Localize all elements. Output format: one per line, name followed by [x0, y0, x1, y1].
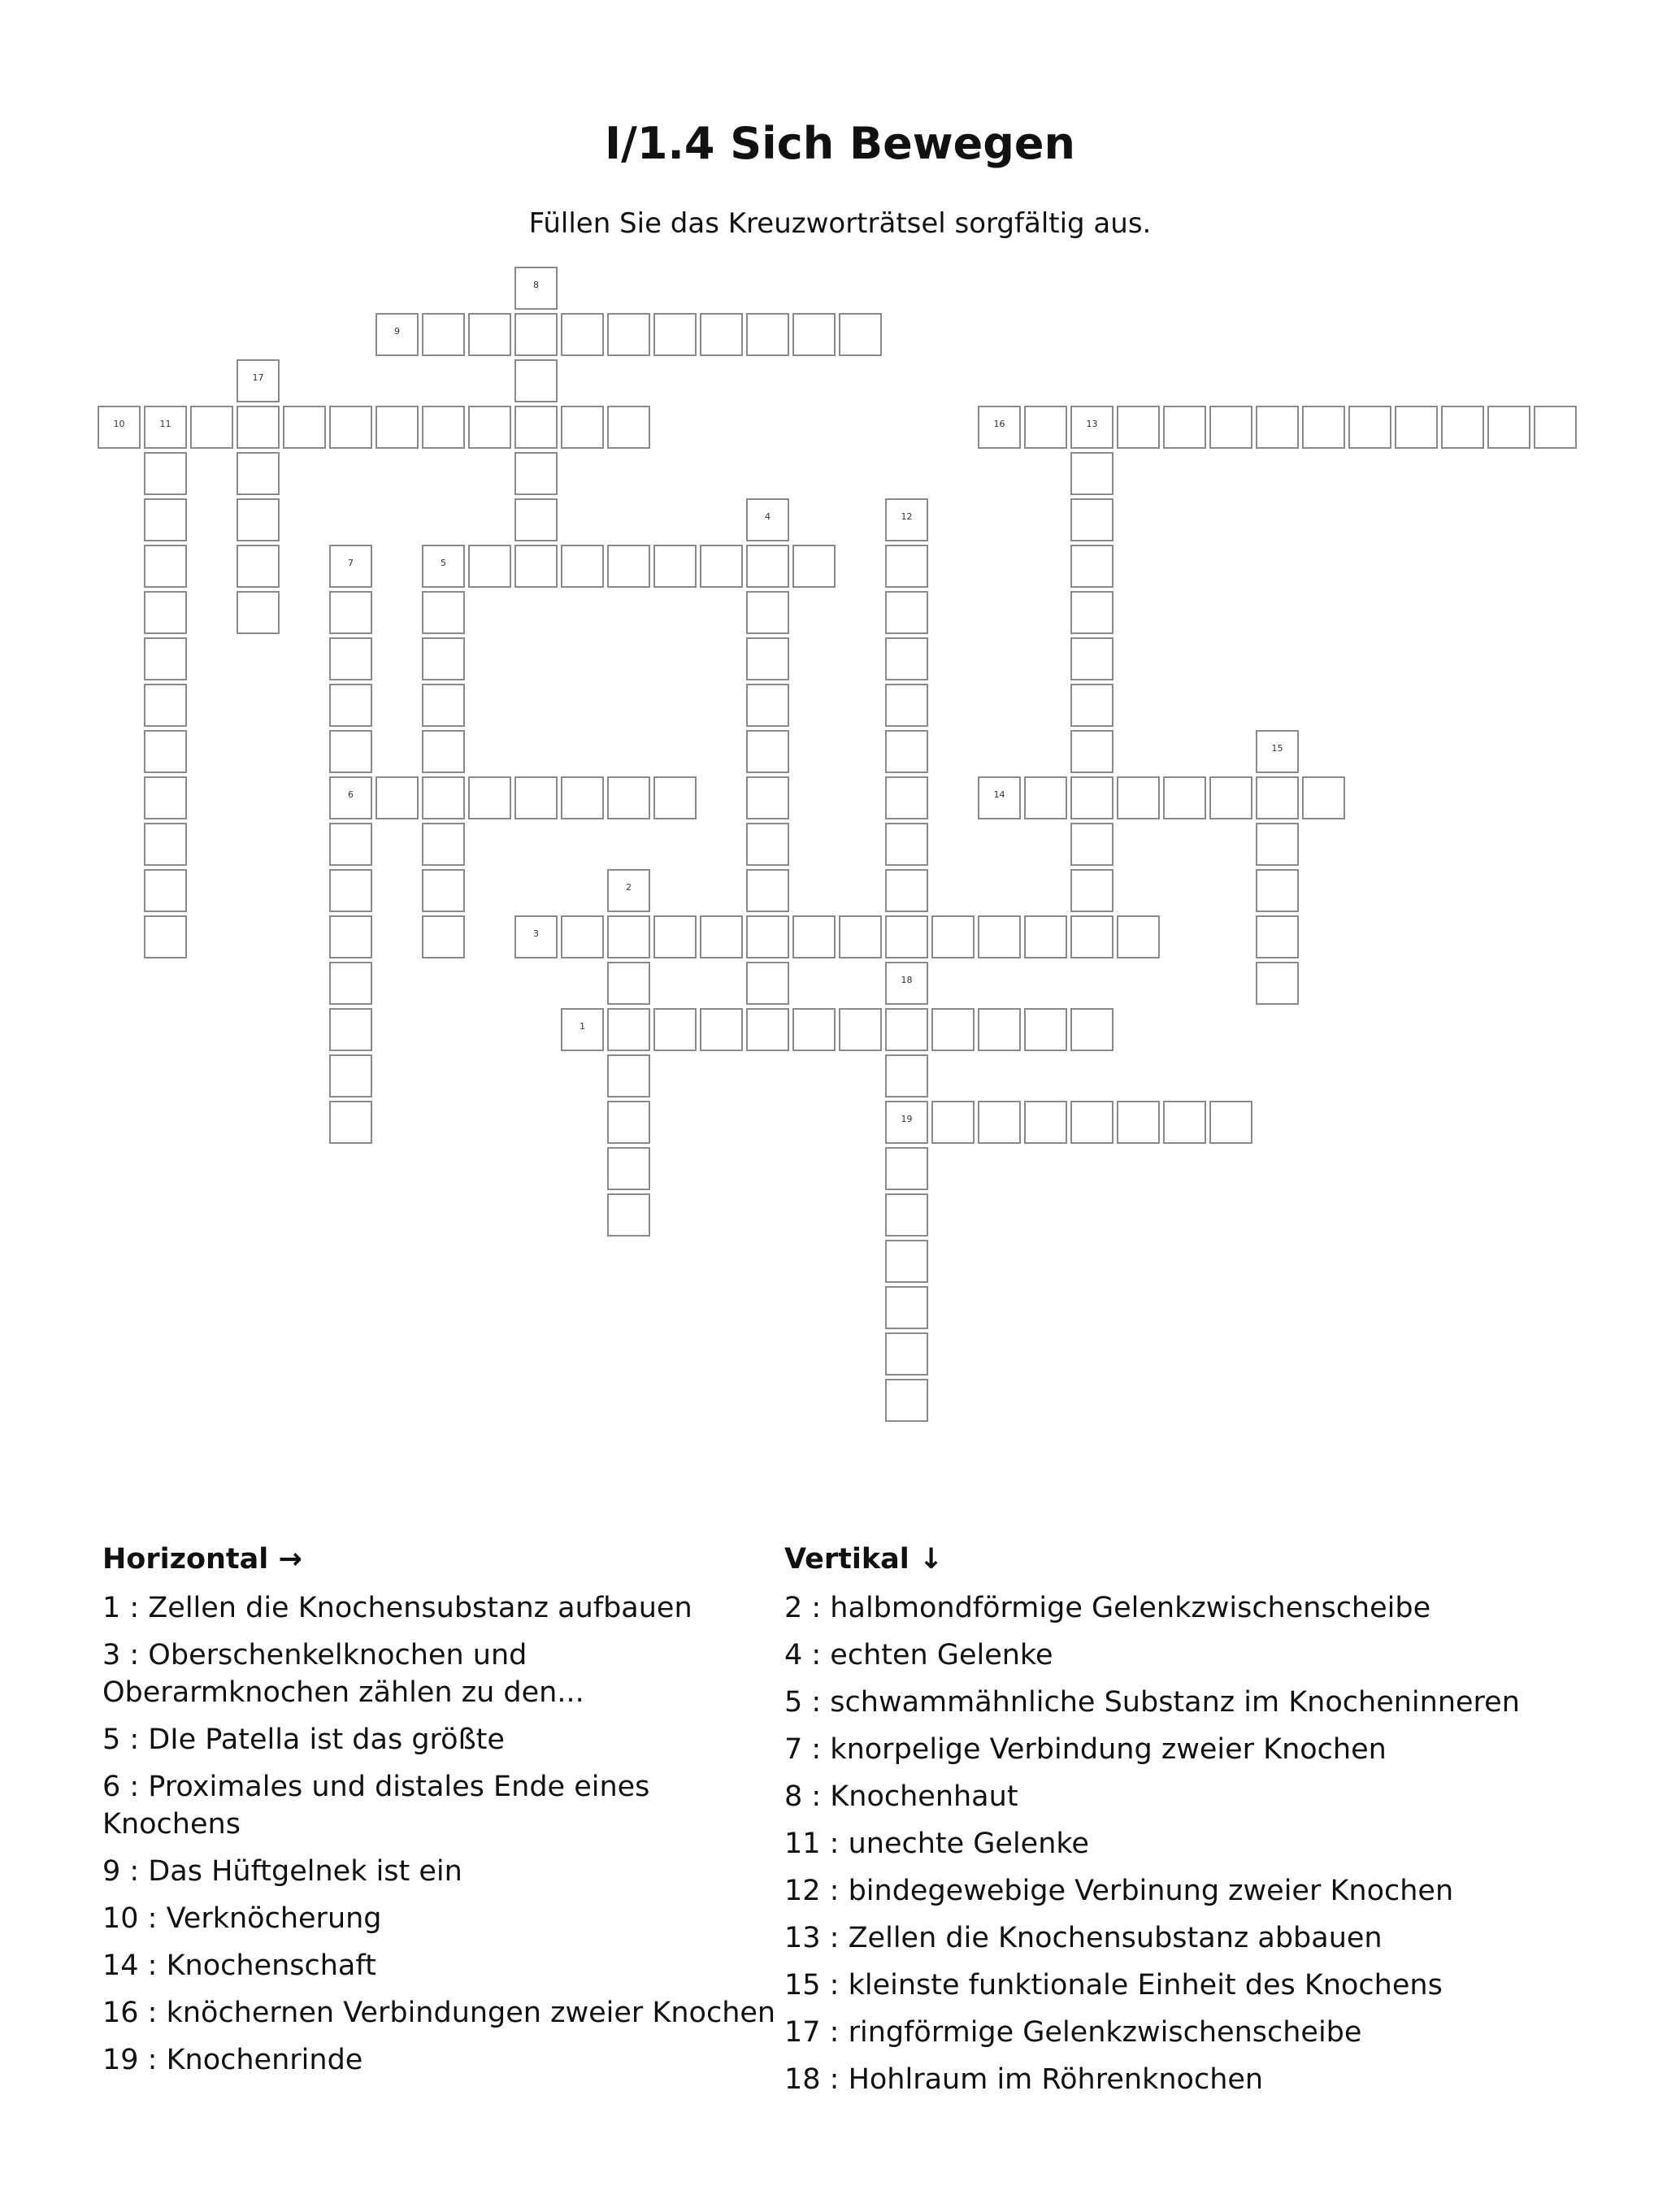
crossword-cell[interactable] — [746, 730, 789, 773]
cell-number: 1 — [580, 1021, 585, 1032]
crossword-cell[interactable] — [283, 406, 326, 449]
crossword-cell[interactable] — [885, 1147, 928, 1190]
crossword-cell[interactable] — [237, 545, 280, 588]
crossword-cell[interactable] — [422, 545, 465, 588]
crossword-cell[interactable] — [329, 1008, 372, 1051]
crossword-cell[interactable] — [329, 962, 372, 1005]
crossword-cell[interactable] — [1487, 406, 1530, 449]
page-title: I/1.4 Sich Bewegen — [605, 118, 1075, 169]
crossword-cell[interactable] — [376, 776, 419, 819]
crossword-cell[interactable] — [746, 776, 789, 819]
crossword-cell[interactable] — [422, 591, 465, 634]
crossword-cell[interactable] — [978, 406, 1021, 449]
crossword-cell[interactable] — [746, 637, 789, 680]
crossword-cell[interactable] — [144, 869, 187, 912]
crossword-cell[interactable] — [514, 267, 558, 310]
instructions: Füllen Sie das Kreuzworträtsel sorgfältig aus. — [528, 207, 1152, 240]
crossword-cell[interactable] — [237, 406, 280, 449]
clue-down: 11 : unechte Gelenke — [784, 1828, 1089, 1860]
cell-number: 8 — [533, 280, 539, 290]
crossword-cell[interactable] — [746, 823, 789, 866]
crossword-cell[interactable] — [839, 313, 882, 356]
crossword-cell[interactable] — [885, 1008, 928, 1051]
crossword-cell[interactable] — [468, 406, 511, 449]
crossword-cell[interactable] — [1070, 730, 1113, 773]
cell-number: 13 — [1086, 419, 1098, 429]
crossword-cell[interactable] — [561, 915, 604, 958]
crossword-cell[interactable] — [885, 776, 928, 819]
crossword-cell[interactable] — [329, 545, 372, 588]
clue-down: 2 : halbmondförmige Gelenkzwischenscheibe — [784, 1592, 1431, 1624]
crossword-cell[interactable] — [1117, 1101, 1160, 1144]
clue-across: 16 : knöchernen Verbindungen zweier Knochen — [102, 1997, 776, 2029]
clue-across: 5 : DIe Patella ist das größte — [102, 1723, 505, 1756]
clue-across: 6 : Proximales und distales Ende eines Knochens — [102, 1771, 650, 1841]
crossword-cell[interactable] — [700, 1008, 743, 1051]
crossword-cell[interactable] — [607, 1193, 650, 1237]
crossword-cell[interactable] — [1256, 915, 1299, 958]
crossword-cell[interactable] — [1070, 406, 1113, 449]
cell-number: 14 — [993, 789, 1005, 800]
crossword-cell[interactable] — [792, 915, 836, 958]
crossword-cell[interactable] — [885, 915, 928, 958]
crossword-cell[interactable] — [1070, 591, 1113, 634]
crossword-cell[interactable] — [1070, 915, 1113, 958]
clue-down: 7 : knorpelige Verbindung zweier Knochen — [784, 1733, 1387, 1766]
crossword-cell[interactable] — [746, 684, 789, 727]
crossword-cell[interactable] — [329, 591, 372, 634]
crossword-cell[interactable] — [839, 1008, 882, 1051]
crossword-cell[interactable] — [144, 684, 187, 727]
cell-number: 10 — [113, 419, 125, 429]
crossword-cell[interactable] — [561, 1008, 604, 1051]
cell-number: 9 — [394, 326, 400, 337]
crossword-cell[interactable] — [885, 1240, 928, 1283]
crossword-cell[interactable] — [329, 406, 372, 449]
cell-number: 3 — [533, 928, 539, 939]
crossword-cell[interactable] — [885, 869, 928, 912]
crossword-cell[interactable] — [885, 1286, 928, 1329]
crossword-cell[interactable] — [144, 915, 187, 958]
crossword-cell[interactable] — [1117, 776, 1160, 819]
cell-number: 11 — [159, 419, 171, 429]
crossword-cell[interactable] — [746, 962, 789, 1005]
crossword-cell[interactable] — [237, 498, 280, 541]
crossword-cell[interactable] — [607, 545, 650, 588]
crossword-cell[interactable] — [885, 823, 928, 866]
crossword-cell[interactable] — [1209, 776, 1252, 819]
crossword-cell[interactable] — [376, 406, 419, 449]
crossword-cell[interactable] — [885, 591, 928, 634]
crossword-cell[interactable] — [1024, 776, 1067, 819]
crossword-cell[interactable] — [931, 915, 975, 958]
crossword-cell[interactable] — [144, 637, 187, 680]
crossword-cell[interactable] — [514, 915, 558, 958]
clue-down: 13 : Zellen die Knochensubstanz abbauen — [784, 1922, 1383, 1954]
crossword-cell[interactable] — [1163, 776, 1206, 819]
crossword-cell[interactable] — [1117, 406, 1160, 449]
crossword-cell[interactable] — [607, 1008, 650, 1051]
clue-across: 1 : Zellen die Knochensubstanz aufbauen — [102, 1592, 692, 1624]
crossword-cell[interactable] — [1256, 776, 1299, 819]
crossword-cell[interactable] — [1070, 452, 1113, 495]
crossword-cell[interactable] — [978, 1008, 1021, 1051]
crossword-cell[interactable] — [1348, 406, 1391, 449]
cell-number: 4 — [765, 511, 771, 522]
crossword-cell[interactable] — [931, 1008, 975, 1051]
crossword-cell[interactable] — [1070, 869, 1113, 912]
crossword-cell[interactable] — [422, 684, 465, 727]
crossword-cell[interactable] — [1070, 684, 1113, 727]
crossword-cell[interactable] — [468, 545, 511, 588]
crossword-cell[interactable] — [607, 776, 650, 819]
cell-number: 17 — [252, 372, 264, 383]
crossword-cell[interactable] — [885, 1193, 928, 1237]
crossword-cell[interactable] — [329, 1054, 372, 1098]
clue-across: 3 : Oberschenkelknochen und Oberarmknochen zählen zu den... — [102, 1639, 584, 1709]
crossword-cell[interactable] — [700, 915, 743, 958]
crossword-cell[interactable] — [514, 359, 558, 402]
crossword-cell[interactable] — [746, 915, 789, 958]
crossword-cell[interactable] — [237, 591, 280, 634]
cell-number: 16 — [993, 419, 1005, 429]
crossword-cell[interactable] — [422, 776, 465, 819]
clue-across: 14 : Knochenschaft — [102, 1949, 376, 1982]
crossword-cell[interactable] — [792, 1008, 836, 1051]
crossword-cell[interactable] — [607, 1147, 650, 1190]
crossword-cell[interactable] — [885, 962, 928, 1005]
clue-down: 17 : ringförmige Gelenkzwischenscheibe — [784, 2016, 1362, 2049]
crossword-cell[interactable] — [1163, 1101, 1206, 1144]
crossword-cell[interactable] — [144, 591, 187, 634]
crossword-cell[interactable] — [746, 869, 789, 912]
crossword-cell[interactable] — [561, 545, 604, 588]
crossword-cell[interactable] — [1024, 915, 1067, 958]
crossword-cell[interactable] — [422, 313, 465, 356]
crossword-cell[interactable] — [144, 452, 187, 495]
crossword-cell[interactable] — [746, 498, 789, 541]
crossword-cell[interactable] — [1395, 406, 1438, 449]
crossword-cell[interactable] — [607, 406, 650, 449]
crossword-cell[interactable] — [746, 545, 789, 588]
crossword-cell[interactable] — [607, 313, 650, 356]
crossword-cell[interactable] — [329, 730, 372, 773]
crossword-cell[interactable] — [561, 313, 604, 356]
crossword-cell[interactable] — [885, 498, 928, 541]
crossword-cell[interactable] — [561, 776, 604, 819]
crossword-cell[interactable] — [514, 545, 558, 588]
crossword-cell[interactable] — [1024, 1101, 1067, 1144]
crossword-cell[interactable] — [514, 776, 558, 819]
crossword-cell[interactable] — [885, 684, 928, 727]
cell-number: 19 — [901, 1114, 913, 1124]
crossword-cell[interactable] — [1070, 823, 1113, 866]
crossword-cell[interactable] — [376, 313, 419, 356]
cell-number: 7 — [348, 558, 354, 568]
crossword-cell[interactable] — [422, 406, 465, 449]
crossword-cell[interactable] — [468, 776, 511, 819]
crossword-cell[interactable] — [978, 915, 1021, 958]
crossword-cell[interactable] — [1302, 776, 1345, 819]
crossword-cell[interactable] — [468, 313, 511, 356]
crossword-cell[interactable] — [144, 545, 187, 588]
crossword-cell[interactable] — [885, 1101, 928, 1144]
crossword-cell[interactable] — [653, 1008, 697, 1051]
crossword-cell[interactable] — [1024, 406, 1067, 449]
crossword-cell[interactable] — [700, 313, 743, 356]
clue-across: 10 : Verknöcherung — [102, 1902, 382, 1935]
crossword-cell[interactable] — [792, 545, 836, 588]
crossword-cell[interactable] — [329, 637, 372, 680]
cell-number: 2 — [626, 882, 632, 893]
crossword-cell[interactable] — [700, 545, 743, 588]
crossword-cell[interactable] — [329, 1101, 372, 1144]
crossword-cell[interactable] — [1070, 498, 1113, 541]
crossword-cell[interactable] — [329, 915, 372, 958]
crossword-cell[interactable] — [237, 359, 280, 402]
crossword-cell[interactable] — [607, 915, 650, 958]
crossword-cell[interactable] — [514, 452, 558, 495]
crossword-cell[interactable] — [1070, 1101, 1113, 1144]
crossword-cell[interactable] — [1024, 1008, 1067, 1051]
crossword-cell[interactable] — [653, 915, 697, 958]
crossword-cell[interactable] — [422, 869, 465, 912]
crossword-cell[interactable] — [1209, 406, 1252, 449]
crossword-cell[interactable] — [607, 962, 650, 1005]
crossword-cell[interactable] — [1163, 406, 1206, 449]
crossword-cell[interactable] — [931, 1101, 975, 1144]
crossword-cell[interactable] — [885, 1379, 928, 1422]
crossword-cell[interactable] — [1256, 730, 1299, 773]
crossword-cell[interactable] — [1302, 406, 1345, 449]
crossword-cell[interactable] — [514, 498, 558, 541]
cell-number: 15 — [1271, 743, 1283, 754]
crossword-cell[interactable] — [422, 637, 465, 680]
crossword-cell[interactable] — [144, 406, 187, 449]
crossword-cell[interactable] — [1070, 1008, 1113, 1051]
crossword-cell[interactable] — [329, 823, 372, 866]
crossword-cell[interactable] — [1256, 823, 1299, 866]
crossword-cell[interactable] — [746, 313, 789, 356]
crossword-cell[interactable] — [978, 1101, 1021, 1144]
crossword-cell[interactable] — [885, 545, 928, 588]
crossword-cell[interactable] — [746, 1008, 789, 1051]
crossword-cell[interactable] — [746, 591, 789, 634]
crossword-cell[interactable] — [144, 498, 187, 541]
crossword-cell[interactable] — [1117, 915, 1160, 958]
vertical-clues — [784, 1541, 1597, 2108]
crossword-cell[interactable] — [1534, 406, 1577, 449]
crossword-cell[interactable] — [1441, 406, 1484, 449]
crossword-cell[interactable] — [329, 776, 372, 819]
crossword-cell[interactable] — [792, 313, 836, 356]
crossword-cell[interactable] — [607, 1101, 650, 1144]
crossword-cell[interactable] — [422, 730, 465, 773]
horizontal-heading: Horizontal → — [102, 1543, 302, 1576]
cell-number: 5 — [441, 558, 446, 568]
horizontal-clues — [102, 1541, 777, 2089]
crossword-cell[interactable] — [144, 823, 187, 866]
crossword-cell[interactable] — [237, 452, 280, 495]
crossword-cell[interactable] — [329, 869, 372, 912]
cell-number: 12 — [901, 511, 913, 522]
crossword-cell[interactable] — [653, 313, 697, 356]
crossword-cell[interactable] — [422, 823, 465, 866]
vertical-heading: Vertikal ↓ — [784, 1543, 944, 1576]
clue-across: 19 : Knochenrinde — [102, 2044, 363, 2076]
crossword-cell[interactable] — [144, 776, 187, 819]
crossword-cell[interactable] — [978, 776, 1021, 819]
crossword-cell[interactable] — [1209, 1101, 1252, 1144]
crossword-cell[interactable] — [1256, 962, 1299, 1005]
cell-number: 6 — [348, 789, 354, 800]
crossword-cell[interactable] — [514, 313, 558, 356]
crossword-cell[interactable] — [514, 406, 558, 449]
cell-number: 18 — [901, 975, 913, 985]
crossword-cell[interactable] — [144, 730, 187, 773]
clue-down: 15 : kleinste funktionale Einheit des Knochens — [784, 1969, 1443, 2002]
clue-down: 12 : bindegewebige Verbinung zweier Knochen — [784, 1875, 1454, 1907]
crossword-cell[interactable] — [607, 869, 650, 912]
crossword-cell[interactable] — [422, 915, 465, 958]
crossword-cell[interactable] — [190, 406, 233, 449]
clue-down: 8 : Knochenhaut — [784, 1780, 1018, 1813]
crossword-cell[interactable] — [1070, 637, 1113, 680]
crossword-cell[interactable] — [653, 776, 697, 819]
crossword-cell[interactable] — [1070, 776, 1113, 819]
crossword-cell[interactable] — [1070, 545, 1113, 588]
crossword-cell[interactable] — [885, 1054, 928, 1098]
crossword-cell[interactable] — [885, 637, 928, 680]
crossword-cell[interactable] — [885, 730, 928, 773]
crossword-cell[interactable] — [607, 1054, 650, 1098]
crossword-cell[interactable] — [98, 406, 141, 449]
clue-down: 5 : schwammähnliche Substanz im Knocheninneren — [784, 1686, 1520, 1719]
crossword-cell[interactable] — [561, 406, 604, 449]
crossword-cell[interactable] — [885, 1332, 928, 1376]
crossword-cell[interactable] — [1256, 869, 1299, 912]
crossword-cell[interactable] — [329, 684, 372, 727]
clue-across: 9 : Das Hüftgelnek ist ein — [102, 1855, 462, 1888]
crossword-cell[interactable] — [1256, 406, 1299, 449]
crossword-cell[interactable] — [653, 545, 697, 588]
clue-down: 18 : Hohlraum im Röhrenknochen — [784, 2063, 1264, 2096]
clue-down: 4 : echten Gelenke — [784, 1639, 1053, 1671]
crossword-cell[interactable] — [839, 915, 882, 958]
